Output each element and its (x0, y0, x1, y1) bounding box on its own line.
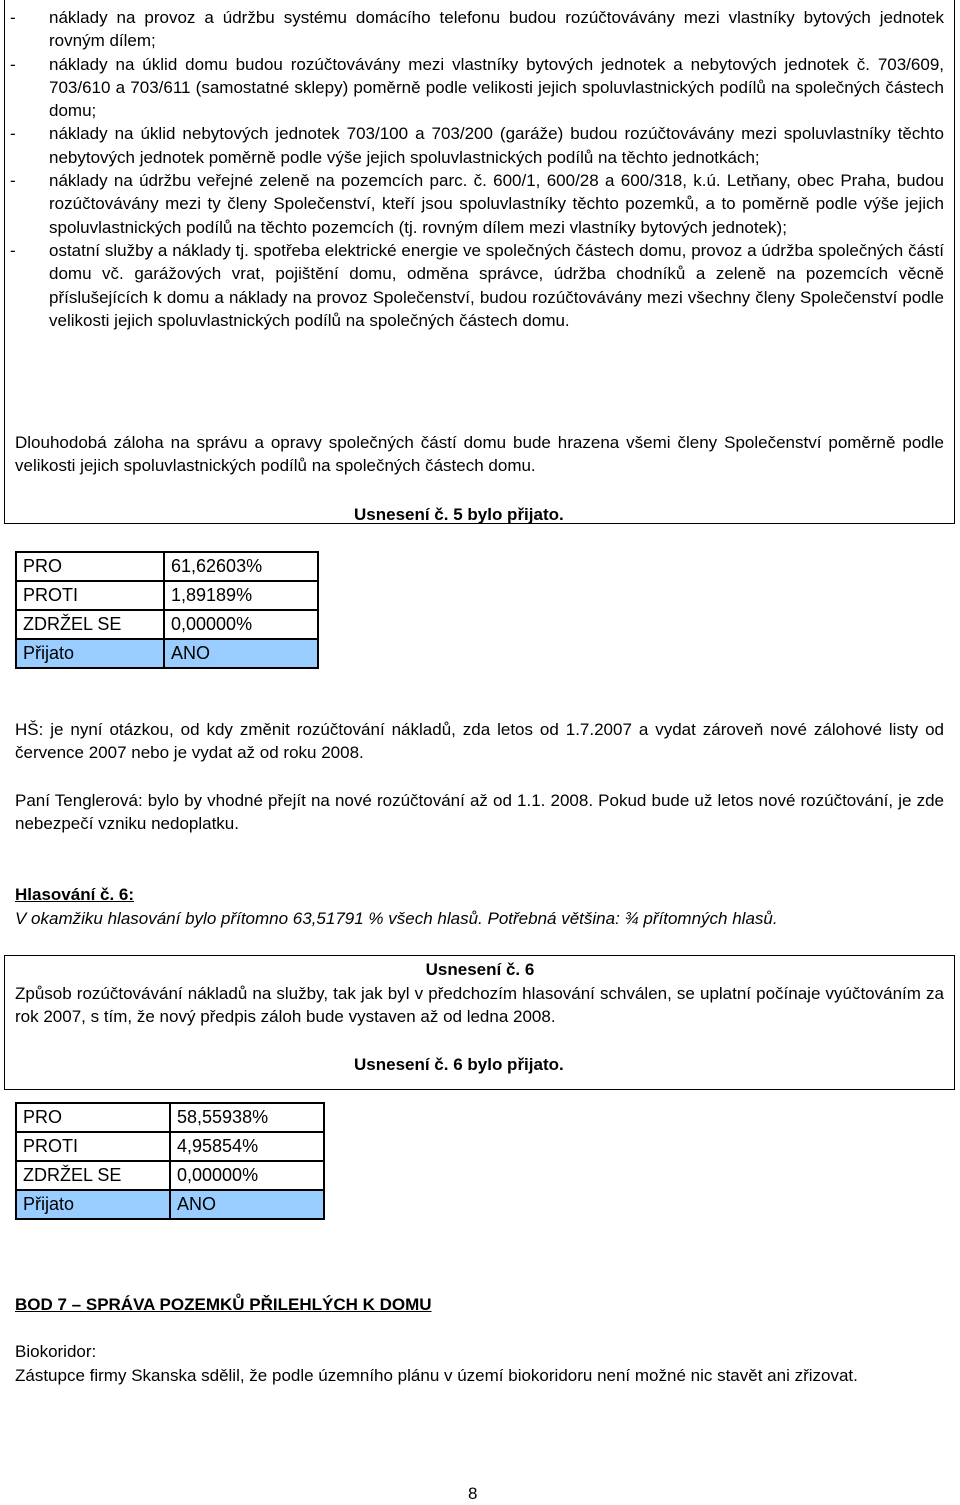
table-row (16, 1190, 324, 1219)
table-row (16, 1132, 324, 1161)
list-item: - náklady na údržbu veřejné zeleně na pozemcích parc. č. 600/1, 600/28 a 600/318, k.ú. Letňany, obec Praha, budou rozúčtovávány mezi ty členy Společenství, kteří jsou spoluvlastníky těchto pozemků, a to poměrně podle výše jejich spoluvlastnických podílů na těchto pozemcích (tj. rovným dílem mezi vlastníky bytových jednotek); (10, 171, 944, 237)
list-item: - náklady na úklid domu budou rozúčtovávány mezi vlastníky bytových jednotek a nebytových jednotek č. 703/609, 703/610 a 703/611 (samostatné sklepy) poměrně podle velikosti jejich spoluvlastnických podílů na společných částech domu; (10, 54, 944, 121)
vote-value: ANO (170, 1190, 324, 1219)
tenglerova-paragraph: Paní Tenglerová: bylo by vhodné přejít na nové rozúčtování až od 1.1. 2008. Pokud bude už letos nové rozúčtování, je zde nebezpečí vzniku nedoplatku. (15, 791, 944, 834)
table-row (16, 552, 318, 581)
vote-label: Přijato (16, 1190, 170, 1219)
deposit-paragraph: Dlouhodobá záloha na správu a opravy společných částí domu bude hrazena všemi členy Společenství poměrně podle velikosti jejich spoluvlastnických podílů na společných částech domu. (15, 433, 944, 476)
resolution-6-text: Způsob rozúčtovávání nákladů na služby, tak jak byl v předchozím hlasování schválen, se uplatní počínaje vyúčtováním za rok 2007, s tím, že nový předpis záloh bude vystaven až od ledna 2008. (15, 984, 944, 1027)
table-row (16, 1161, 324, 1190)
list-item: - náklady na úklid nebytových jednotek 703/100 a 703/200 (garáže) budou rozúčtovávány mezi spoluvlastníky těchto nebytových jednotek poměrně podle výše jejich spoluvlastnických podílů na těchto jednotkách; (10, 124, 944, 167)
resolution-5-result: Usnesení č. 5 bylo přijato. (354, 505, 564, 524)
table-row (16, 610, 318, 639)
vote-label: PROTI (16, 1132, 170, 1161)
vote-value: ANO (164, 639, 318, 668)
page-number: 8 (468, 1484, 478, 1503)
table-row (16, 639, 318, 668)
vote-label: PRO (16, 1103, 170, 1132)
vote-label: Přijato (16, 639, 164, 668)
resolution-6-result: Usnesení č. 6 bylo přijato. (354, 1055, 564, 1074)
vote-table-6 (15, 1102, 325, 1220)
vote-label: ZDRŽEL SE (16, 1161, 170, 1190)
table-row (16, 581, 318, 610)
list-item: - ostatní služby a náklady tj. spotřeba elektrické energie ve společných částech domu, provoz a údržba společných částí domu vč. garážových vrat, pojištění domu, odměna správce, údržba chodníků a zeleně na pozemcích věcně příslušejících k domu a náklady na provoz Společenství, budou rozúčtovávány mezi všechny členy Společenství podle velikosti jejich spoluvlastnických podílů na společných částech domu. (10, 240, 944, 330)
resolution-6-title: Usnesení č. 6 (425, 960, 535, 979)
vote-value: 1,89189% (164, 581, 318, 610)
vote-label: PRO (16, 552, 164, 581)
biokoridor-label: Biokoridor: (15, 1342, 97, 1361)
voting-6-presence: V okamžiku hlasování bylo přítomno 63,51791 % všech hlasů. Potřebná většina: ¾ přítomných hlasů. (15, 909, 778, 928)
vote-value: 58,55938% (170, 1103, 324, 1132)
vote-label: PROTI (16, 581, 164, 610)
vote-table-5 (15, 551, 319, 669)
vote-value: 0,00000% (170, 1161, 324, 1190)
vote-value: 0,00000% (164, 610, 318, 639)
vote-label: ZDRŽEL SE (16, 610, 164, 639)
biokoridor-text: Zástupce firmy Skanska sdělil, že podle územního plánu v území biokoridoru není možné nic stavět ani zřizovat. (15, 1366, 858, 1385)
list-item: - náklady na provoz a údržbu systému domácího telefonu budou rozúčtovávány mezi vlastníky bytových jednotek rovným dílem; (10, 8, 944, 51)
vote-value: 61,62603% (164, 552, 318, 581)
voting-6-heading: Hlasování č. 6: (15, 885, 135, 904)
table-row (16, 1103, 324, 1132)
bod-7-heading: BOD 7 – SPRÁVA POZEMKŮ PŘILEHLÝCH K DOMU (15, 1295, 432, 1314)
hs-paragraph: HŠ: je nyní otázkou, od kdy změnit rozúčtování nákladů, zda letos od 1.7.2007 a vydat zároveň nové zálohové listy od července 2007 nebo je vydat až od roku 2008. (15, 720, 944, 763)
cost-allocation-list (10, 6, 944, 332)
vote-value: 4,95854% (170, 1132, 324, 1161)
